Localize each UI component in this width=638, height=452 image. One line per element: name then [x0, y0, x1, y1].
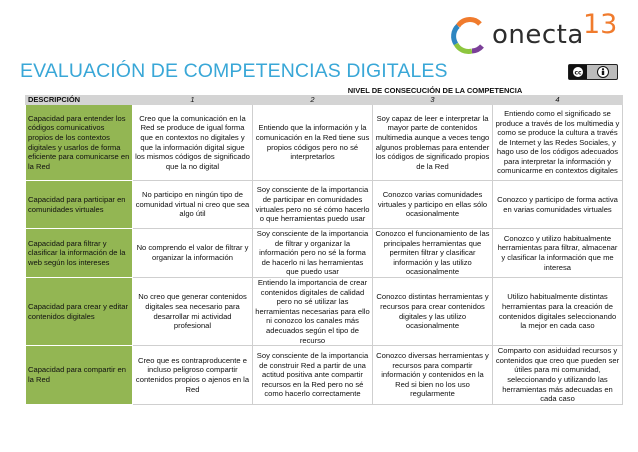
level-header: NIVEL DE CONSECUCIÓN DE LA COMPETENCIA [347, 86, 523, 95]
competency-description: Capacidad para participar en comunidades virtuales [26, 181, 133, 229]
level-cell: Conozco y utilizo habitualmente herramientas para filtrar, almacenar y clasificar la información que me interesa [493, 229, 623, 278]
table-row [26, 181, 623, 229]
competency-description: Capacidad para compartir en la Red [26, 346, 133, 405]
table-row [26, 105, 623, 181]
level-cell: Soy consciente de la importancia de filtrar y organizar la información pero no sé la forma de hacerlo ni las herramientas que puedo usar [253, 229, 373, 278]
conecta13-logo [448, 9, 628, 56]
table-row [26, 346, 623, 405]
description-column-header: DESCRIPCIÓN [26, 96, 133, 105]
level-cell: Entiendo que la información y la comunicación en la Red tiene sus propios códigos pero no sé interpretarlos [253, 105, 373, 181]
competency-description: Capacidad para filtrar y clasificar la información de la web según los intereses [26, 229, 133, 278]
table-row [26, 229, 623, 278]
level-cell: No participo en ningún tipo de comunidad virtual ni creo que sea algo útil [133, 181, 253, 229]
level-column-header: 3 [373, 96, 493, 105]
level-cell: Soy capaz de leer e interpretar la mayor parte de contenidos multimedia aunque a veces tengo algunos problemas para entender los códigos de significado propios de la Red [373, 105, 493, 181]
table-row [26, 277, 623, 345]
level-column-header: 4 [493, 96, 623, 105]
level-cell: Soy consciente de la importancia de participar en comunidades virtuales pero no sé cómo hacerlo o que herramientas puedo usar [253, 181, 373, 229]
level-cell: Comparto con asiduidad recursos y contenidos que creo que pueden ser útiles para mi comunidad, seleccionando y utilizando las herramientas más adecuadas en cada caso [493, 346, 623, 405]
page-title: EVALUACIÓN DE COMPETENCIAS DIGITALES [20, 60, 448, 82]
level-cell: Entiendo la importancia de crear contenidos digitales de calidad pero no sé utilizar las herramientas necesarias para ello ni conozco los canales más adecuados según el tipo de recurso [253, 277, 373, 345]
level-cell: Soy consciente de la importancia de construir Red a partir de una actitud positiva ante compartir recursos en la Red pero no sé como hacerlo correctamente [253, 346, 373, 405]
level-cell: Conozco y participo de forma activa en varias comunidades virtuales [493, 181, 623, 229]
competency-description: Capacidad para entender los códigos comunicativos propios de los contextos digitales y usarlos de forma eficiente para comunicarse en la Red [26, 105, 133, 181]
logo-word: onecta [492, 20, 584, 50]
level-column-header: 2 [253, 96, 373, 105]
level-cell: Utilizo habitualmente distintas herramientas para la creación de contenidos digitales seleccionando la mejor en cada caso [493, 277, 623, 345]
competency-description: Capacidad para crear y editar contenidos digitales [26, 277, 133, 345]
level-cell: Conozco varias comunidades virtuales y participo en ellas sólo ocasionalmente [373, 181, 493, 229]
level-cell: Creo que es contraproducente e incluso peligroso compartir contenidos propios o ajenos en la Red [133, 346, 253, 405]
svg-text:cc: cc [574, 69, 582, 77]
level-cell: Conozco diversas herramientas y recursos para compartir información y contenidos en la Red si bien no los uso regularmente [373, 346, 493, 405]
conecta-ring-icon [448, 16, 492, 56]
level-cell: Creo que la comunicación en la Red se produce de igual forma que en contextos no digitales y que la información digital sigue los mismos códigos de significado que la no digital [133, 105, 253, 181]
competency-table [25, 95, 623, 405]
cc-by-icon [568, 64, 618, 80]
logo-number: 13 [583, 9, 618, 40]
level-cell: Conozco el funcionamiento de las principales herramientas que permiten filtrar y clasificar información y las utilizo ocasionalmente [373, 229, 493, 278]
level-cell: No comprendo el valor de filtrar y organizar la información [133, 229, 253, 278]
level-column-header: 1 [133, 96, 253, 105]
level-cell: No creo que generar contenidos digitales sea necesario para desarrollar mi actividad profesional [133, 277, 253, 345]
level-cell: Entiendo como el significado se produce a través de los multimedia y como se produce la cultura a través de Internet y las Redes Sociales, y hago uso de los códigos adecuados para interpretar la información y comunicarme en contextos digitales [493, 105, 623, 181]
table-header-row [26, 96, 623, 105]
level-cell: Conozco distintas herramientas y recursos para crear contenidos digitales y las utilizo ocasionalmente [373, 277, 493, 345]
